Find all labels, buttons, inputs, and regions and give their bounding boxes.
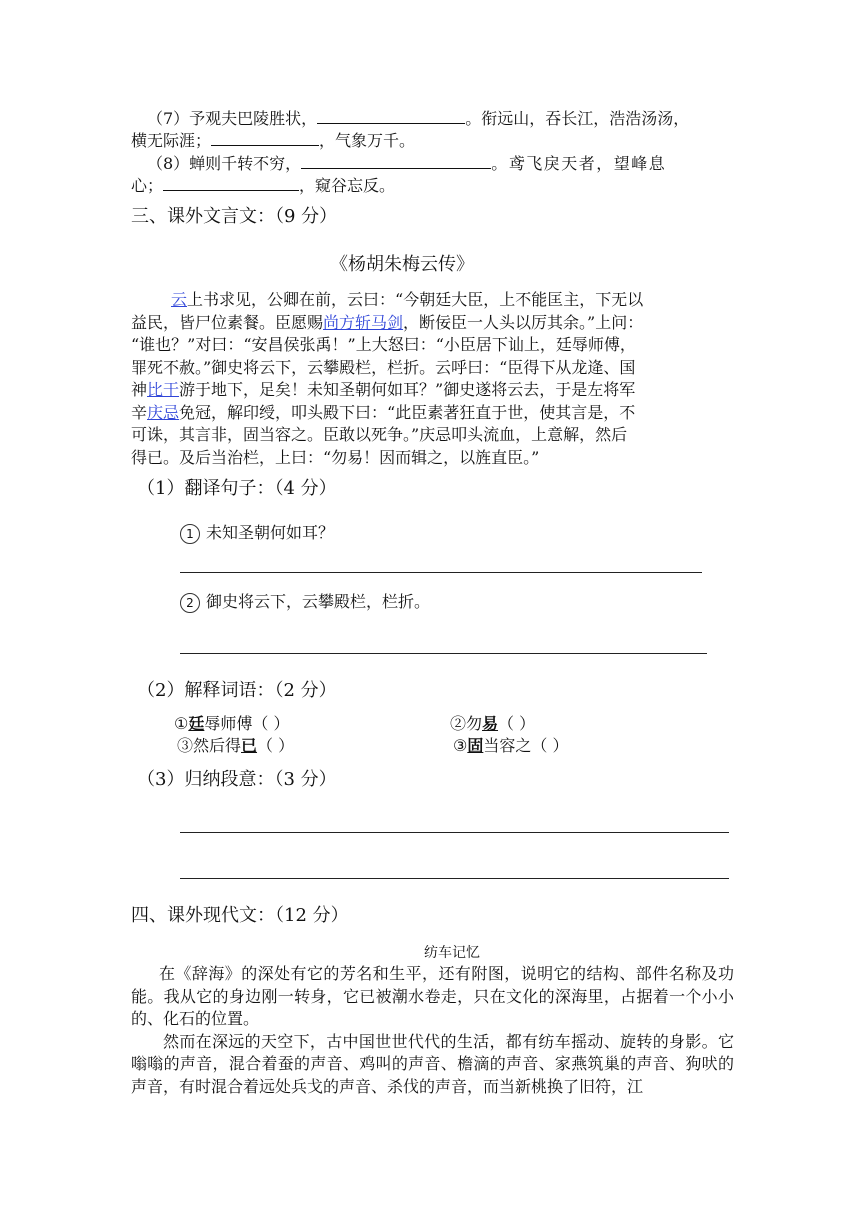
section-3-heading: 三、课外文言文：（9 分）: [131, 206, 338, 227]
passage-line-4: 罪死不赦。”御史将云下，云攀殿栏，栏折。云呼曰：“臣得下从龙逄、国: [131, 357, 636, 377]
passage-line-1: 上书求见，公卿在前，云曰：“今朝廷大臣，上不能匡主，下无以: [187, 290, 644, 309]
q2-c-keyword: 已: [241, 736, 258, 755]
q2-item-b: [450, 713, 535, 735]
passage-title: 《杨胡朱梅云传》: [330, 254, 474, 275]
passage-line-5b: 游于地下，足矣！未知圣朝何如耳？”御史遂将云去，于是左将军: [179, 380, 636, 399]
answer-line-q1-1[interactable]: [180, 572, 702, 573]
passage-line-2b: ，断佞臣一人头以厉其余。”上问：: [403, 312, 644, 332]
passage-line-5a: 神: [131, 380, 148, 399]
passage-line-2a: 益民，皆尸位素餐。臣愿赐: [131, 312, 324, 332]
fill-item-7-line1: [147, 107, 689, 130]
fill-item-8-line2: [131, 174, 395, 197]
essay-title: 纺车记忆: [424, 945, 480, 961]
fill-item-7-line2: [131, 129, 415, 152]
fill-7-text-c: 横无际涯；: [131, 131, 212, 150]
section-4-heading: 四、课外现代文：（12 分）: [131, 905, 349, 926]
q2-item-d: [453, 735, 568, 757]
answer-line-q3-1[interactable]: [180, 832, 729, 833]
q2-b-prefix: ②勿: [450, 714, 483, 733]
fill-7-text-d: ，气象万千。: [319, 131, 416, 150]
answer-line-q3-2[interactable]: [180, 878, 729, 879]
circled-number-2: 2: [180, 593, 200, 613]
q1-item-1: [180, 522, 334, 544]
link-bigan[interactable]: 比干: [147, 380, 180, 399]
fill-8-text-b: 。鸢飞戾天者，望峰息: [491, 154, 667, 173]
fill-7-blank-2[interactable]: [211, 129, 319, 146]
q2-b-blank[interactable]: （ ）: [498, 714, 536, 733]
fill-8-blank-1[interactable]: [301, 152, 491, 169]
fill-8-text-c: 心；: [131, 176, 164, 195]
q2-a-keyword: 廷: [188, 714, 205, 733]
q2-item-c: [177, 735, 294, 757]
circled-number-1: 1: [180, 524, 200, 544]
q2-d-keyword: 固: [467, 736, 484, 755]
link-shangfang-sword[interactable]: 尚方斩马剑: [323, 312, 404, 332]
q3-heading: （3）归纳段意：（3 分）: [137, 769, 337, 790]
q1-item-2: [180, 591, 430, 613]
q2-d-blank[interactable]: 当容之（ ）: [483, 736, 569, 755]
passage-line-6b: 免冠，解印绶，叩头殿下曰：“此臣素著狂直于世，使其言是，不: [179, 402, 636, 422]
passage-line-7: 可诛，其言非，固当容之。臣敢以死争。”庆忌叩头流血，上意解，然后: [131, 425, 628, 444]
q1-item-1-text: 未知圣朝何如耳？: [206, 523, 335, 542]
link-yun[interactable]: 云: [171, 290, 188, 309]
passage-line-3: “谁也？”对曰：“安昌侯张禹！”上大怒曰：“小臣居下讪上，廷辱师傅，: [131, 335, 636, 354]
fill-7-blank-1[interactable]: [317, 107, 465, 124]
q1-item-2-text: 御史将云下，云攀殿栏，栏折。: [206, 592, 431, 611]
essay-paragraph-1: 在《辞海》的深处有它的芳名和生平，还有附图，说明它的结构、部件名称及功能。我从它的身边刚一转身，它已被潮水卷走，只在文化的深海里，占据着一个小小的、化石的位置。: [131, 964, 734, 1028]
fill-8-blank-2[interactable]: [163, 174, 299, 191]
fill-7-text-b: 。衔远山，吞长江，浩浩汤汤，: [465, 109, 690, 128]
q2-a-prefix: ①: [174, 714, 189, 733]
passage-line-6a: 辛: [131, 402, 148, 422]
classical-passage: [131, 289, 731, 469]
fill-item-8-line1: [147, 152, 666, 175]
modern-passage: [131, 963, 734, 1098]
fill-8-text-a: （8）蝉则千转不穷，: [147, 154, 302, 173]
q1-heading: （1）翻译句子：（4 分）: [137, 478, 337, 499]
fill-8-text-d: ，窥谷忘反。: [299, 176, 396, 195]
q2-item-a: [174, 713, 289, 735]
fill-7-text-a: （7）予观夫巴陵胜状，: [147, 109, 318, 128]
q2-c-blank[interactable]: （ ）: [257, 736, 295, 755]
essay-paragraph-2: 然而在深远的天空下，古中国世世代代的生活，都有纺车摇动、旋转的身影。它嗡嗡的声音，混合着蚕的声音、鸡叫的声音、檐滴的声音、家燕筑巢的声音、狗吠的声音，有时混合着远处兵戈的声音、杀伐的声音，而当新桃换了旧符，江: [131, 1031, 734, 1096]
passage-line-8: 得已。及后当治栏，上曰：“勿易！因而辑之，以旌直臣。”: [131, 447, 540, 467]
q2-b-keyword: 易: [482, 714, 499, 733]
q2-heading: （2）解释词语：（2 分）: [137, 680, 337, 701]
link-qingji[interactable]: 庆忌: [147, 402, 180, 422]
q2-c-prefix: ③然后得: [177, 736, 242, 755]
q2-a-blank[interactable]: 辱师傅（ ）: [204, 714, 290, 733]
answer-line-q1-2[interactable]: [180, 653, 707, 654]
q2-d-prefix: ③: [453, 736, 468, 755]
